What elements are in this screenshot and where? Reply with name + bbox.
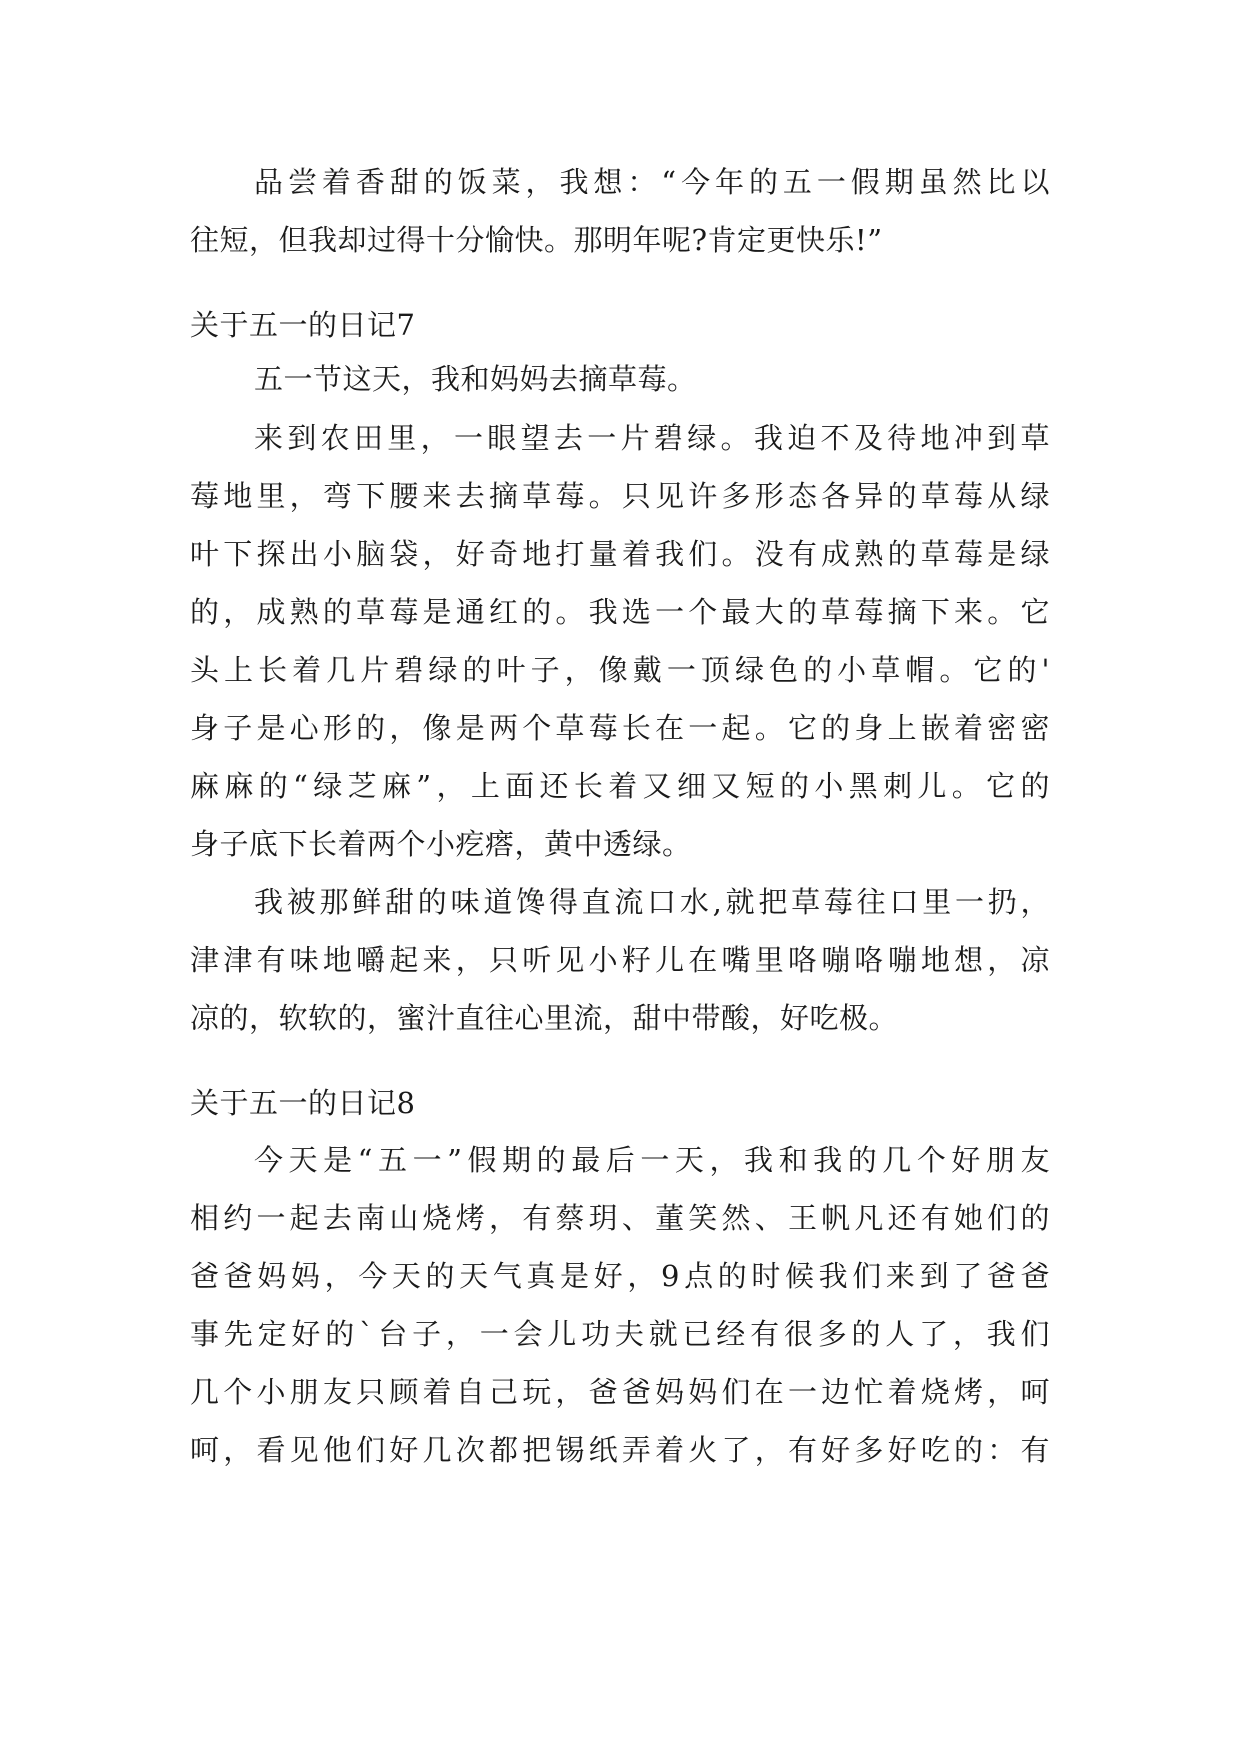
diary-8-heading: 关于五一的日记8 [190, 1086, 416, 1120]
paragraph-line: 我被那鲜甜的味道馋得直流口水,就把草莓往口里一扔， [254, 885, 1050, 919]
paragraph-line: 相约一起去南山烧烤，有蔡玥、董笑然、王帆凡还有她们的 [190, 1201, 1050, 1235]
paragraph-line: 几个小朋友只顾着自己玩，爸爸妈妈们在一边忙着烧烤，呵 [190, 1375, 1050, 1409]
paragraph-line: 麻麻的“绿芝麻”，上面还长着又细又短的小黑刺儿。它的 [190, 769, 1050, 803]
paragraph-line: 往短，但我却过得十分愉快。那明年呢?肯定更快乐!” [190, 223, 883, 257]
paragraph-line: 呵，看见他们好几次都把锡纸弄着火了，有好多好吃的：有 [190, 1433, 1050, 1467]
paragraph-line: 来到农田里，一眼望去一片碧绿。我迫不及待地冲到草 [254, 421, 1050, 455]
paragraph-line: 叶下探出小脑袋，好奇地打量着我们。没有成熟的草莓是绿 [190, 537, 1050, 571]
paragraph-line: 身子底下长着两个小疙瘩，黄中透绿。 [190, 827, 692, 861]
paragraph-line: 今天是“五一”假期的最后一天，我和我的几个好朋友 [254, 1143, 1050, 1177]
paragraph-line: 身子是心形的，像是两个草莓长在一起。它的身上嵌着密密 [190, 711, 1050, 745]
paragraph-line: 凉的，软软的，蜜汁直往心里流，甜中带酸，好吃极。 [190, 1001, 899, 1035]
diary-7-heading: 关于五一的日记7 [190, 308, 416, 342]
paragraph-line: 事先定好的`台子，一会儿功夫就已经有很多的人了，我们 [190, 1317, 1050, 1351]
paragraph-line: 莓地里，弯下腰来去摘草莓。只见许多形态各异的草莓从绿 [190, 479, 1050, 513]
paragraph-line: 津津有味地嚼起来，只听见小籽儿在嘴里咯嘣咯嘣地想，凉 [190, 943, 1050, 977]
paragraph-line: 爸爸妈妈，今天的天气真是好，9点的时候我们来到了爸爸 [190, 1259, 1050, 1293]
paragraph-line: 头上长着几片碧绿的叶子，像戴一顶绿色的小草帽。它的' [190, 653, 1050, 687]
paragraph-line: 品尝着香甜的饭菜，我想：“今年的五一假期虽然比以 [254, 165, 1050, 199]
paragraph-line: 的，成熟的草莓是通红的。我选一个最大的草莓摘下来。它 [190, 595, 1050, 629]
paragraph-line: 五一节这天，我和妈妈去摘草莓。 [254, 362, 697, 396]
